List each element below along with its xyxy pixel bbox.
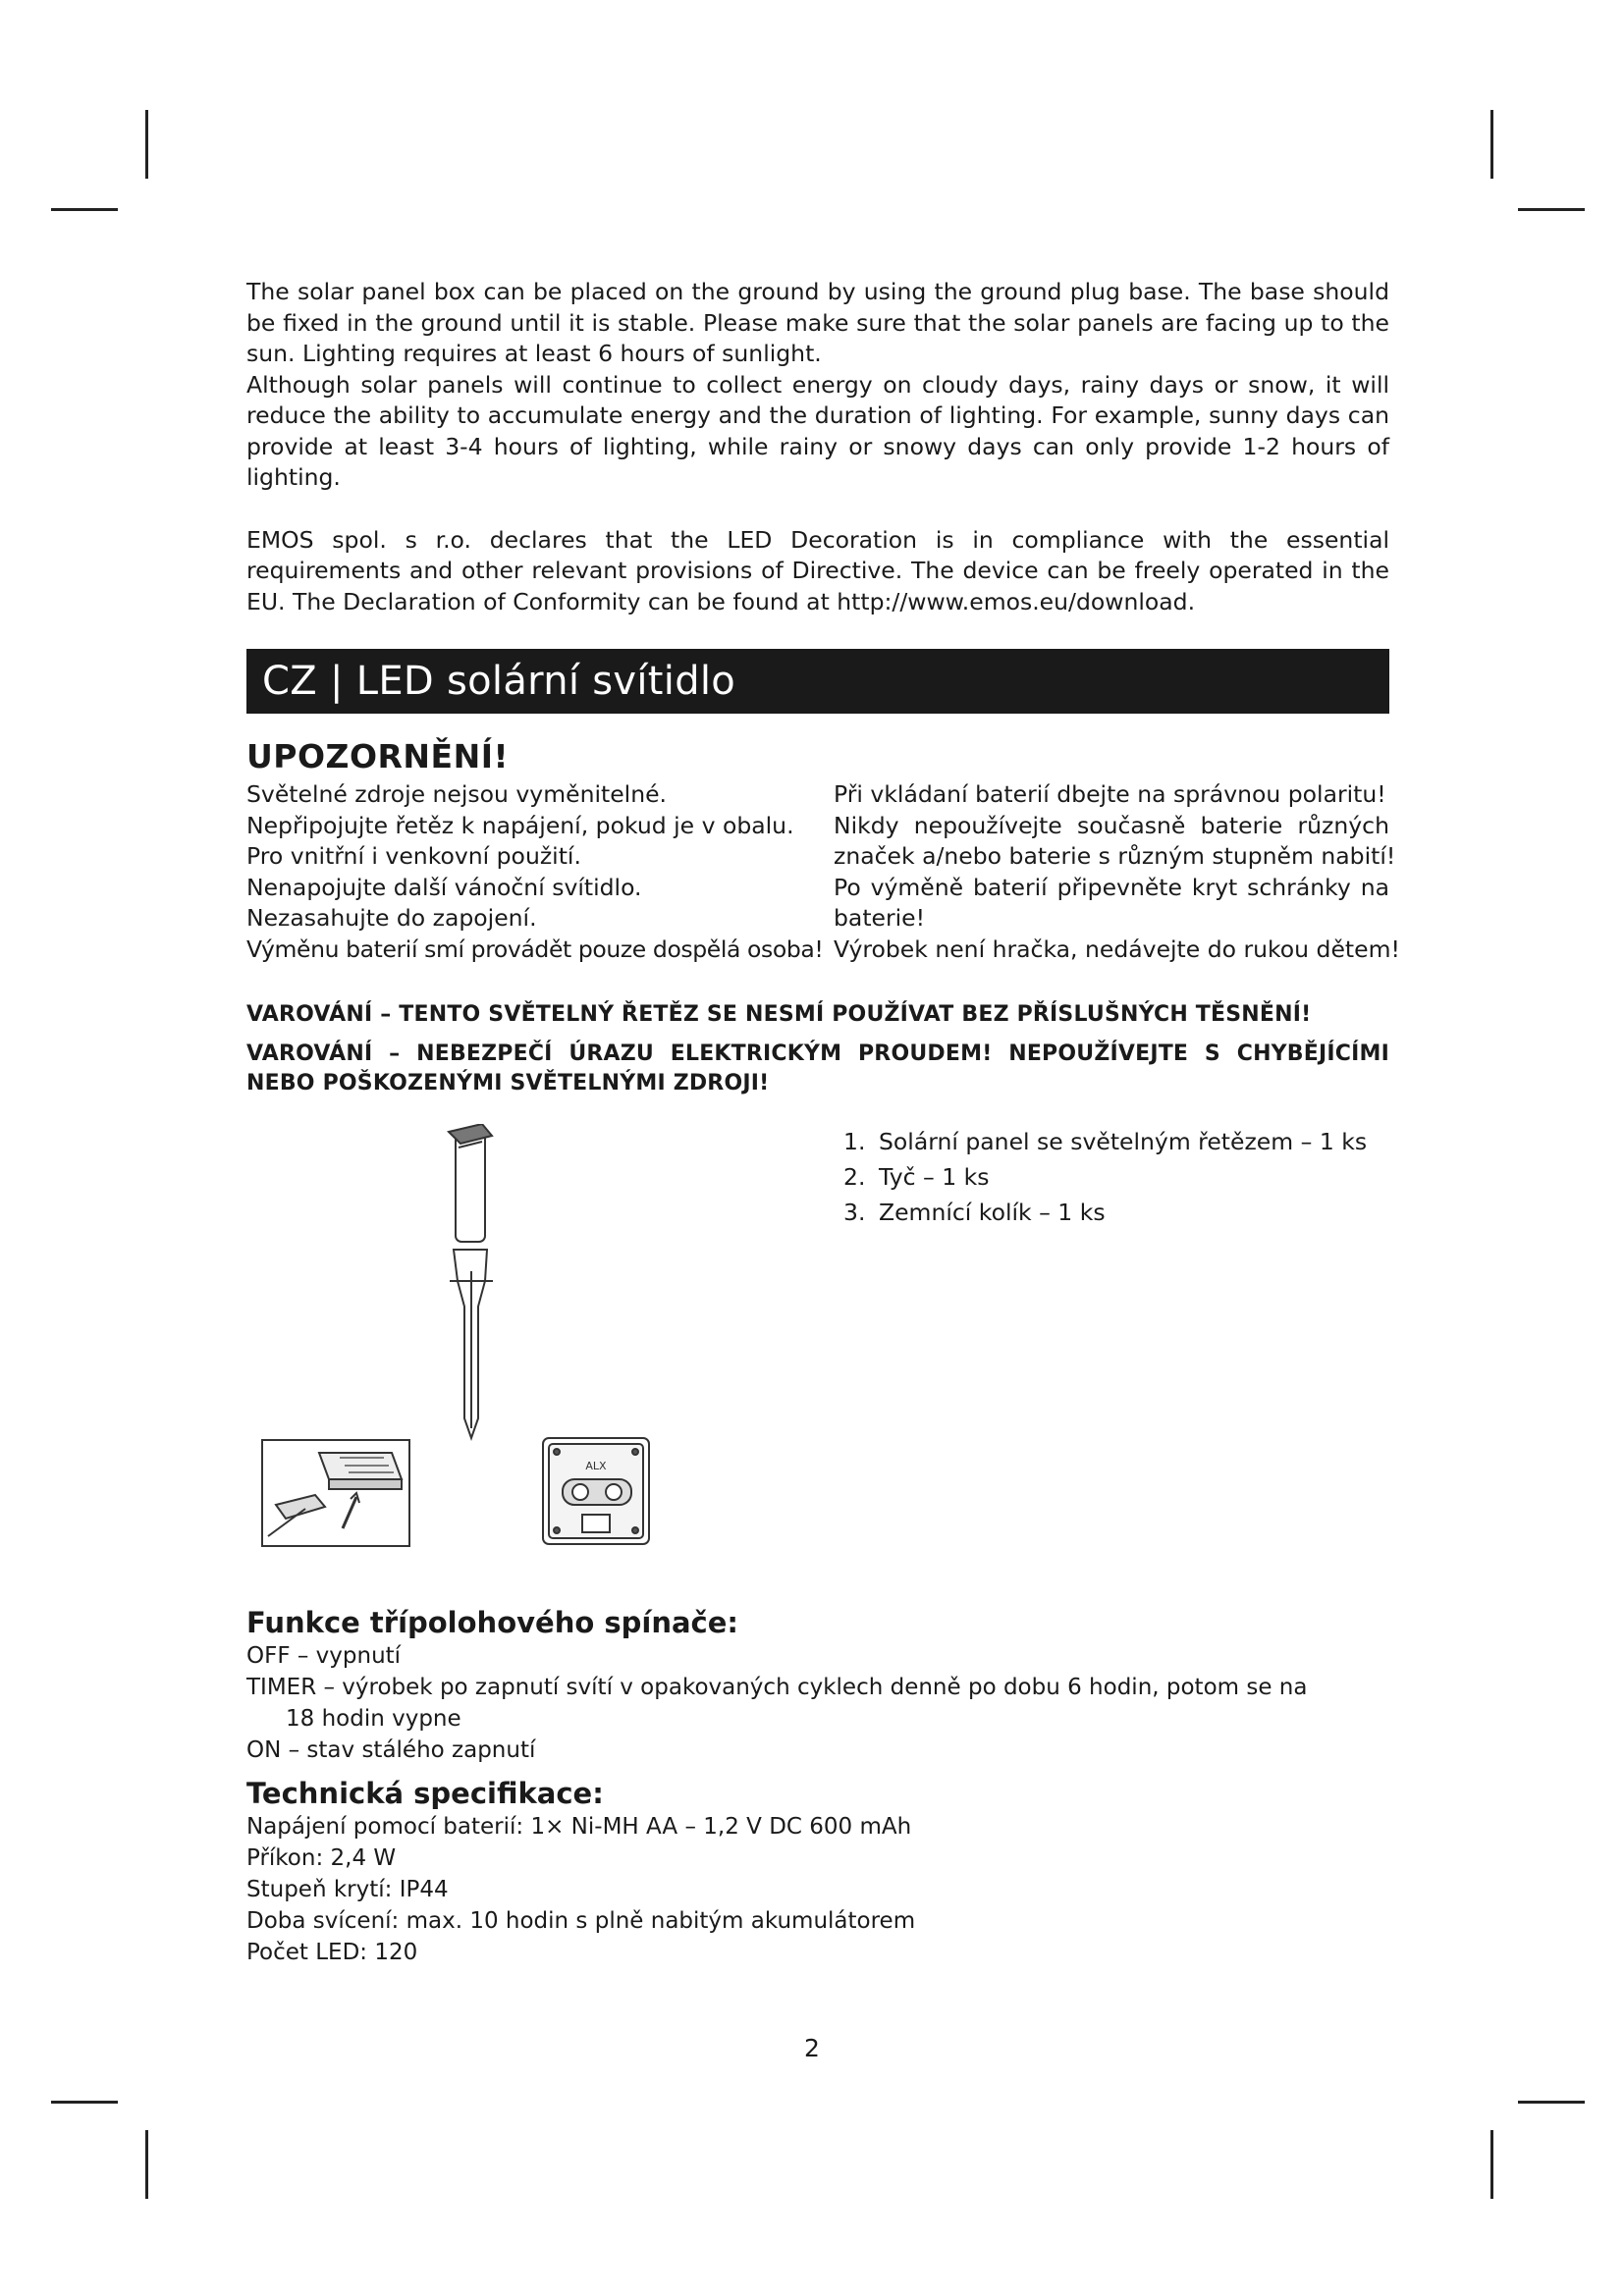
caps-warning-2: VAROVÁNÍ – NEBEZPEČÍ ÚRAZU ELEKTRICKÝM PROUDEM! NEPOUŽÍVEJTE S CHYBĚJÍCÍMI NEBO POŠKOZENÝMI SVĚTELNÝMI ZDROJI! (246, 1041, 1389, 1095)
spec-line: Příkon: 2,4 W (246, 1845, 397, 1871)
warning-columns (246, 779, 1400, 965)
battery-insert-illustration (262, 1440, 409, 1546)
warning-line: baterie! (834, 904, 926, 932)
warning-right-column (834, 779, 1400, 965)
warning-line: Výrobek není hračka, nedávejte do rukou dětem! (834, 934, 1400, 963)
crop-mark (1518, 208, 1585, 211)
crop-mark (145, 110, 148, 179)
caps-warning-1: VAROVÁNÍ – TENTO SVĚTELNÝ ŘETĚZ SE NESMÍ POUŽÍVAT BEZ PŘÍSLUŠNÝCH TĚSNĚNÍ! (246, 1002, 1312, 1027)
crop-mark (1490, 110, 1493, 179)
page-content (246, 277, 1400, 1968)
warning-line: Výměnu baterií smí provádět pouze dospělá osoba! (246, 934, 824, 963)
switch-heading: Funkce třípolohového spínače: (246, 1606, 738, 1639)
switch-timer-line: TIMER – výrobek po zapnutí svítí v opakovaných cyklech denně po dobu 6 hodin, potom se na (246, 1675, 1308, 1700)
battery-box-label: ALX (585, 1460, 607, 1472)
caps-warnings (246, 1000, 1389, 1098)
spec-line: Stupeň krytí: IP44 (246, 1877, 449, 1902)
warning-line: Při vkládaní baterií dbejte na správnou polaritu! (834, 780, 1386, 808)
warning-line: značek a/nebo baterie s různým stupněm nabití! (834, 842, 1396, 870)
spec-line: Napájení pomocí baterií: 1× Ni-MH AA – 1,2 V DC 600 mAh (246, 1814, 912, 1840)
package-contents-section (246, 1124, 1389, 1585)
warning-line: Nikdy nepoužívejte současně baterie různých (834, 811, 1389, 839)
list-item: 1. Solární panel se světelným řetězem – 1 ks (843, 1128, 1368, 1155)
warning-line: Nenapojujte další vánoční svítidlo. (246, 873, 642, 901)
crop-mark (145, 2130, 148, 2199)
intro-paragraph-2: Although solar panels will continue to collect energy on cloudy days, rainy days or snow, it will reduce the ability to accumulate energy and the duration of lighting. For example, sunny days can provide at least 3-4 hours of lighting, while rainy or snowy days can only provide 1-2 hours of lighting. (246, 370, 1389, 491)
warning-line: Nepřipojujte řetěz k napájení, pokud je v obalu. (246, 811, 794, 839)
section-title-banner: CZ | LED solární svítidlo (246, 649, 1389, 714)
switch-timer-continuation: 18 hodin vypne (286, 1706, 461, 1732)
battery-box-illustration (543, 1438, 649, 1544)
warning-line: Pro vnitřní i venkovní použití. (246, 842, 581, 870)
switch-on-line: ON – stav stálého zapnutí (246, 1737, 536, 1763)
crop-mark (51, 2101, 118, 2104)
conformity-paragraph: EMOS spol. s r.o. declares that the LED Decoration is in compliance with the essential requirements and other relevant provisions of Directive. The device can be freely operated in the EU. The Declaration of Conformity can be found at http://www.emos.eu/download. (246, 525, 1389, 615)
crop-mark (1490, 2130, 1493, 2199)
warning-left-column (246, 779, 824, 965)
package-contents-list (843, 1124, 1367, 1230)
warning-line: Světelné zdroje nejsou vyměnitelné. (246, 780, 668, 808)
switch-off-line: OFF – vypnutí (246, 1643, 402, 1669)
rod-illustration (449, 1124, 492, 1242)
spec-line: Doba svícení: max. 10 hodin s plně nabitým akumulátorem (246, 1908, 916, 1934)
list-item: 2. Tyč – 1 ks (843, 1163, 990, 1191)
specs-heading: Technická specifikace: (246, 1777, 604, 1810)
page-number: 2 (804, 2034, 820, 2062)
warning-heading: UPOZORNĚNÍ! (246, 737, 510, 775)
spec-line: Počet LED: 120 (246, 1940, 418, 1965)
warning-line: Po výměně baterií připevněte kryt schránky na (834, 873, 1389, 901)
crop-mark (51, 208, 118, 211)
crop-mark (1518, 2101, 1585, 2104)
list-item: 3. Zemnící kolík – 1 ks (843, 1199, 1106, 1226)
intro-paragraph-1: The solar panel box can be placed on the ground by using the ground plug base. The base should be fixed in the ground until it is stable. Please make sure that the solar panels are facing up to the sun. Lighting requires at least 6 hours of sunlight. (246, 278, 1389, 367)
warning-line: Nezasahujte do zapojení. (246, 904, 537, 932)
ground-stake-illustration (450, 1250, 493, 1438)
product-illustration (246, 1124, 836, 1585)
